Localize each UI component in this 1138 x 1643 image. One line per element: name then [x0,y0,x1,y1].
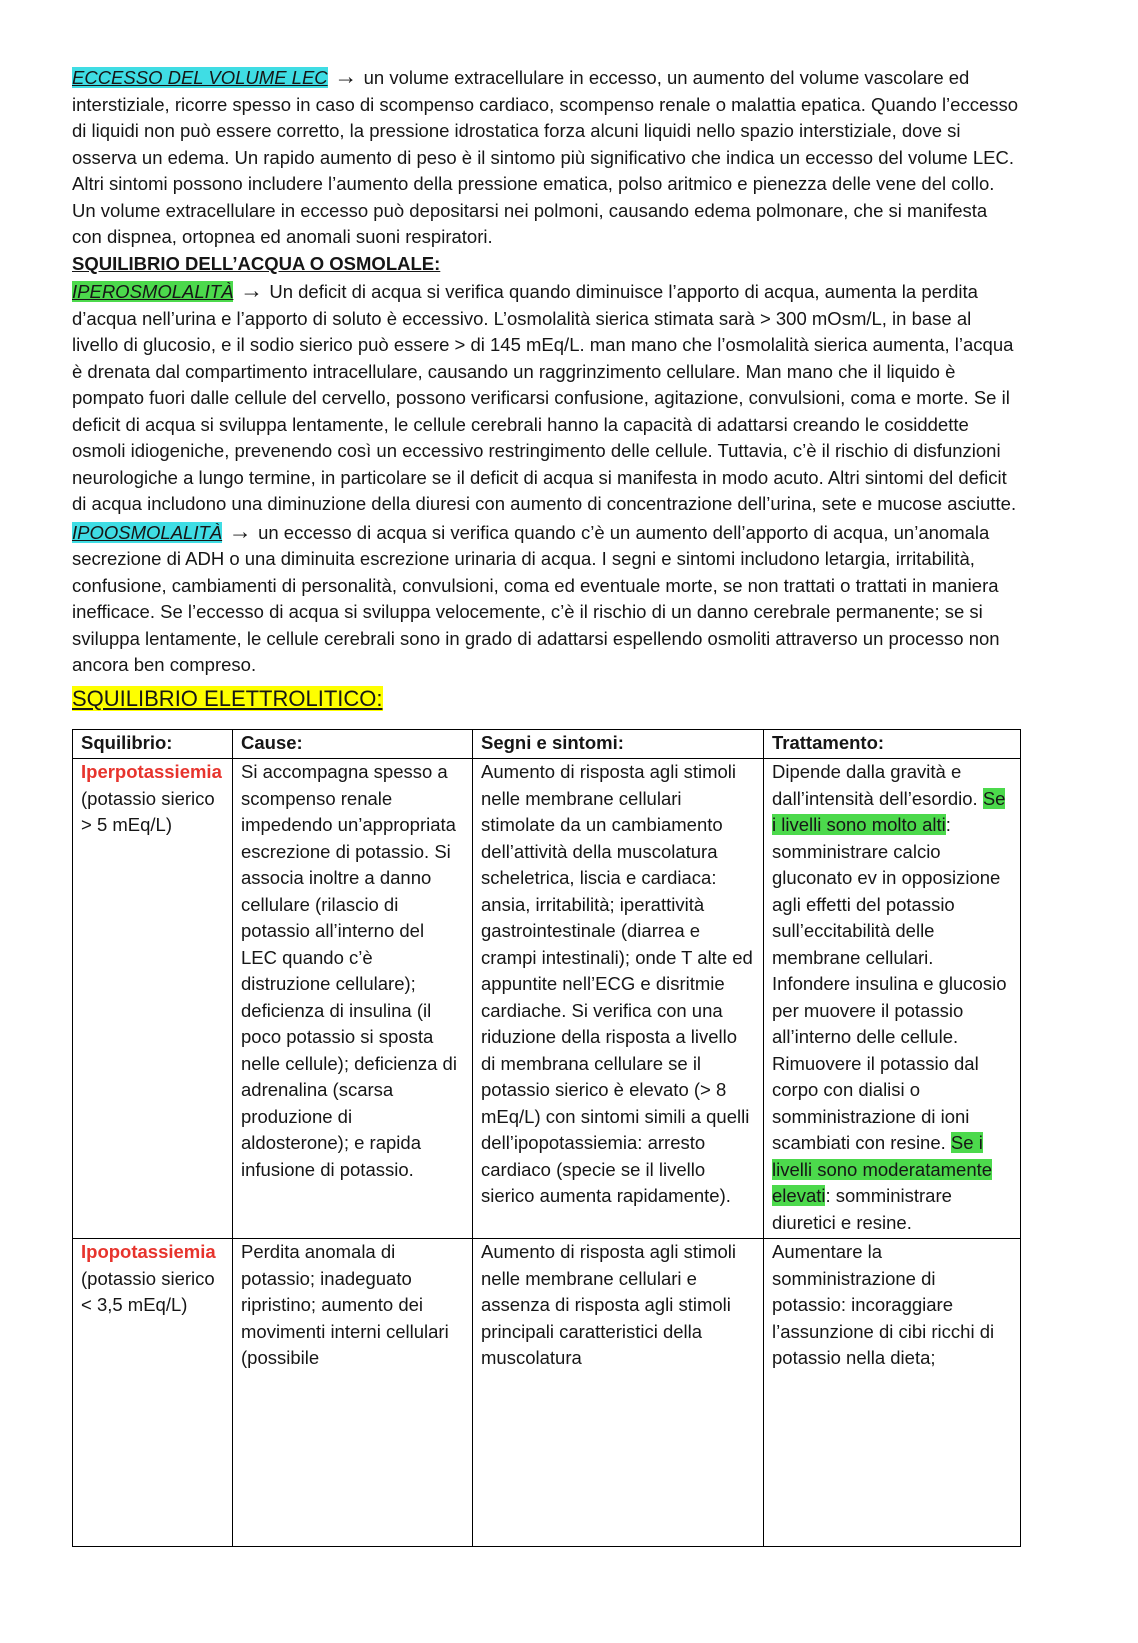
cell-squilibrio [73,759,233,1239]
section-heading-squilibrio-elettrolitico [72,684,1022,714]
arrow-icon: → [327,63,364,89]
paragraph-ipoosmolalita [72,518,1022,679]
heading-squilibrio-acqua-osmolale-text: SQUILIBRIO DELL’ACQUA O OSMOLALE: [72,252,441,274]
paragraph-eccesso-volume-lec [72,63,1022,251]
cell-text: Aumento di risposta agli stimoli nelle membrane cellulari e assenza di risposta agli stimoli principali caratteristici della muscolatura [481,1241,736,1368]
cell-segni-e-sintomi [473,759,764,1239]
table-row-ipopotassiemia [73,1239,1021,1547]
cell-trattamento [764,759,1021,1239]
table-row-iperpotassiemia [73,759,1021,1239]
disorder-term: Iperpotassiemia [81,761,222,782]
heading-squilibrio-acqua-osmolale [72,251,1022,278]
paragraph-ipoosmolalita-text: un eccesso di acqua si verifica quando c’è un aumento dell’apporto di acqua, un’anomala secrezione di ADH o una diminuita escrezione urinaria di acqua. I segni e sintomi includono letargia, irritabilità, confusione, cambiamenti di personalità, convulsioni, coma ed eventuale morte, se non trattati o trattati in maniera inefficace. Se l’eccesso di acqua si sviluppa velocemente, c’è il rischio di un danno cerebrale permanente; se si sviluppa lentamente, le cellule cerebrali sono in grado di adattarsi espellendo osmoliti attraverso un processo non ancora ben compreso. [72,521,1000,675]
cell-text: : somministrare calcio gluconato ev in opposizione agli effetti del potassio sull’eccitabilità delle membrane cellulari. Infondere insulina e glucosio per muovere il potassio all’interno delle cellule. Rimuovere il potassio dal corpo con dialisi o somministrazione di ioni scambiati con resine. [772,814,1007,1153]
cell-text: Dipende dalla gravità e dall’intensità dell’esordio. [772,761,983,809]
paragraph-iperosmolalita-text: Un deficit di acqua si verifica quando diminuisce l’apporto di acqua, aumenta la perdita d’acqua nell’urina e l’apporto di soluto è eccessivo. L’osmolalità sierica stimata sarà > 300 mOsm/L, in base al livello di glucosio, e il sodio sierico può essere > di 145 mEq/L. man mano che l’osmolalità sierica aumenta, l’acqua è drenata dal compartimento intracellulare, causando un raggrinzimento cellulare. Man mano che il liquido è pompato fuori dalle cellule del cervello, possono verificarsi confusione, agitazione, convulsioni, coma e morte. Se il deficit di acqua si sviluppa lentamente, le cellule cerebrali hanno la capacità di adattarsi creando le cosiddette osmoli idiogeniche, prevenendo così un eccessivo restringimento delle cellule. Tuttavia, c’è il rischio di disfunzioni neurologiche a lungo termine, in particolare se il deficit di acqua si manifesta in modo acuto. Altri sintomi del deficit di acqua includono una diminuzione della diuresi con aumento di concentrazione dell’urina, sete e mucose asciutte. [72,281,1017,514]
cell-trattamento [764,1239,1021,1547]
intro-paragraphs [72,63,1022,679]
disorder-term: Ipopotassiemia [81,1241,216,1262]
cell-segni-e-sintomi [473,1239,764,1547]
column-header-3: Segni e sintomi: [473,729,764,759]
arrow-icon: → [233,277,270,303]
column-header-2: Cause: [233,729,473,759]
disorder-detail: (potassio sierico < 3,5 mEq/L) [81,1267,215,1315]
cell-text: Si accompagna spesso a scompenso renale impedendo un’appropriata escrezione di potassio. Si associa inoltre a danno cellulare (rilascio di potassio all’interno del LEC quando c’è distruzione cellulare); deficienza di insulina (il poco potassio si sposta nelle cellule); deficienza di adrenalina (scarsa produzione di aldosterone); e rapida infusione di potassio. [241,761,457,1180]
column-header-1: Squilibrio: [73,729,233,759]
arrow-icon: → [222,517,259,544]
table-header-row [73,729,1021,759]
paragraph-iperosmolalita-term: IPEROSMOLALITÀ [72,281,234,302]
cell-text: : somministrare diuretici e resine. [772,1185,952,1233]
column-header-4: Trattamento: [764,729,1021,759]
cell-cause [233,759,473,1239]
paragraph-eccesso-volume-lec-term: ECCESSO DEL VOLUME LEC [72,67,328,88]
section-heading-text: SQUILIBRIO ELETTROLITICO: [72,685,383,711]
paragraph-iperosmolalita [72,277,1022,518]
disorder-detail: (potassio sierico > 5 mEq/L) [81,787,215,835]
cell-text: Aumentare la somministrazione di potassio: incoraggiare l’assunzione di cibi ricchi di potassio nella dieta; [772,1241,995,1368]
highlighted-text: Se i livelli sono moderatamente elevati [772,1132,993,1206]
cell-cause [233,1239,473,1547]
paragraph-ipoosmolalita-term: IPOOSMOLALITÀ [72,521,223,543]
cell-squilibrio [73,1239,233,1547]
paragraph-eccesso-volume-lec-text: un volume extracellulare in eccesso, un aumento del volume vascolare ed interstiziale, ricorre spesso in caso di scompenso cardiaco, scompenso renale o malattia epatica. Quando l’eccesso di liquidi non può essere corretto, la pressione idrostatica forza alcuni liquidi nello spazio interstiziale, dove si osserva un edema. Un rapido aumento di peso è il sintomo più significativo che indica un eccesso del volume LEC. Altri sintomi possono includere l’aumento della pressione ematica, polso aritmico e pienezza delle vene del collo. Un volume extracellulare in eccesso può depositarsi nei polmoni, causando edema polmonare, che si manifesta con dispnea, ortopnea ed anomali suoni respiratori. [72,67,1019,247]
electrolyte-table [72,729,1021,1548]
cell-text: Aumento di risposta agli stimoli nelle membrane cellulari stimolate da un cambiamento dell’attività della muscolatura scheletrica, liscia e cardiaca: ansia, irritabilità; iperattività gastrointestinale (diarrea e crampi intestinali); onde T alte ed appuntite nell’ECG e disritmie cardiache. Si verifica con una riduzione della risposta a livello di membrana cellulare se il potassio sierico è elevato (> 8 mEq/L) con sintomi simili a quelli dell’ipopotassiemia: arresto cardiaco (specie se il livello sierico aumenta rapidamente). [481,761,753,1206]
cell-text: Perdita anomala di potassio; inadeguato ripristino; aumento dei movimenti interni cellulari (possibile [241,1241,449,1368]
highlighted-text: Se i livelli sono molto alti [772,787,1006,835]
